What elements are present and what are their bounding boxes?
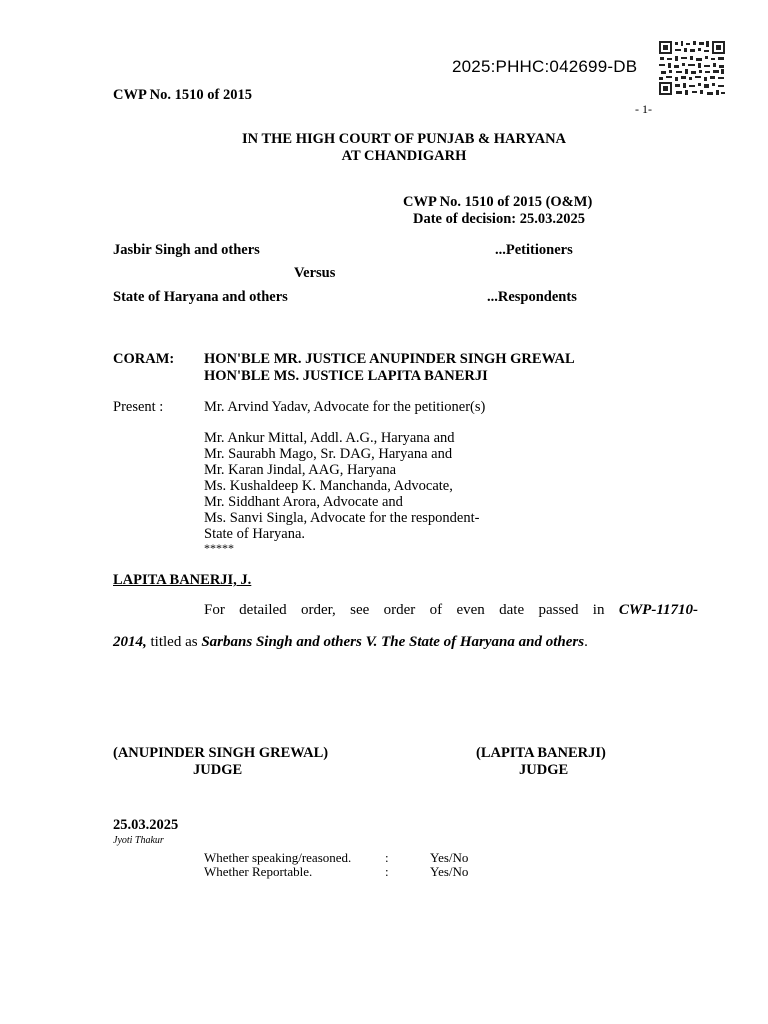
present-counsel-line: Mr. Siddhant Arora, Advocate and — [204, 494, 403, 510]
versus-label: Versus — [294, 265, 336, 281]
present-counsel-line: Mr. Saurabh Mago, Sr. DAG, Haryana and — [204, 446, 453, 462]
reportable-separator: : — [385, 864, 389, 879]
neutral-citation: 2025:PHHC:042699-DB — [452, 57, 638, 76]
page-number: - 1- — [635, 102, 652, 116]
present-counsel-line: Mr. Karan Jindal, AAG, Haryana — [204, 462, 397, 478]
signature-judge-title: JUDGE — [519, 762, 569, 778]
order-paragraph-line2 — [113, 634, 588, 651]
respondent-role: ...Respondents — [487, 289, 577, 305]
present-counsel-line: Ms. Kushaldeep K. Manchanda, Advocate, — [204, 478, 453, 494]
stenographer-name: Jyoti Thakur — [113, 835, 164, 846]
coram-judge: HON'BLE MS. JUSTICE LAPITA BANERJI — [204, 368, 488, 384]
reportable-answer: Yes/No — [430, 864, 469, 879]
speaking-question: Whether speaking/reasoned. — [204, 850, 352, 865]
signature-judge-name: (ANUPINDER SINGH GREWAL) — [113, 745, 329, 761]
signature-judge-name: (LAPITA BANERJI) — [476, 745, 606, 761]
coram-label: CORAM: — [113, 351, 175, 367]
present-separator: ***** — [204, 541, 234, 555]
header-case-number: CWP No. 1510 of 2015 — [113, 87, 252, 103]
respondent-name: State of Haryana and others — [113, 289, 288, 305]
present-counsel-line: State of Haryana. — [204, 526, 306, 542]
present-counsel-line: Ms. Sanvi Singla, Advocate for the respondent- — [204, 510, 480, 526]
court-location: AT CHANDIGARH — [341, 148, 467, 164]
order-case-reference: CWP-11710- — [618, 602, 699, 618]
present-counsel-line: Mr. Ankur Mittal, Addl. A.G., Haryana and — [204, 430, 455, 446]
order-text: For detailed order, see order of even date passed in — [204, 602, 605, 618]
present-label: Present : — [113, 399, 164, 415]
order-text-titled: titled as — [150, 634, 198, 650]
court-name: IN THE HIGH COURT OF PUNJAB & HARYANA — [241, 131, 567, 147]
qr-code-icon — [658, 40, 726, 96]
petitioner-role: ...Petitioners — [495, 242, 573, 258]
signature-judge-title: JUDGE — [193, 762, 243, 778]
reportable-question: Whether Reportable. — [204, 864, 313, 879]
author-judge-heading: LAPITA BANERJI, J. — [113, 572, 252, 588]
order-period: . — [584, 634, 588, 650]
order-case-title: Sarbans Singh and others V. The State of Haryana and others — [201, 634, 585, 650]
footer-date: 25.03.2025 — [113, 817, 179, 833]
order-case-reference-year: 2014, — [113, 634, 147, 650]
case-number: CWP No. 1510 of 2015 (O&M) — [403, 194, 593, 210]
speaking-separator: : — [385, 850, 389, 865]
coram-judge: HON'BLE MR. JUSTICE ANUPINDER SINGH GREWAL — [204, 351, 575, 367]
decision-date: Date of decision: 25.03.2025 — [413, 211, 585, 227]
qr-code-graphic — [658, 40, 726, 96]
present-counsel-line: Mr. Arvind Yadav, Advocate for the petitioner(s) — [204, 399, 486, 415]
order-paragraph-line1 — [113, 602, 698, 619]
speaking-answer: Yes/No — [430, 850, 469, 865]
petitioner-name: Jasbir Singh and others — [113, 242, 260, 258]
